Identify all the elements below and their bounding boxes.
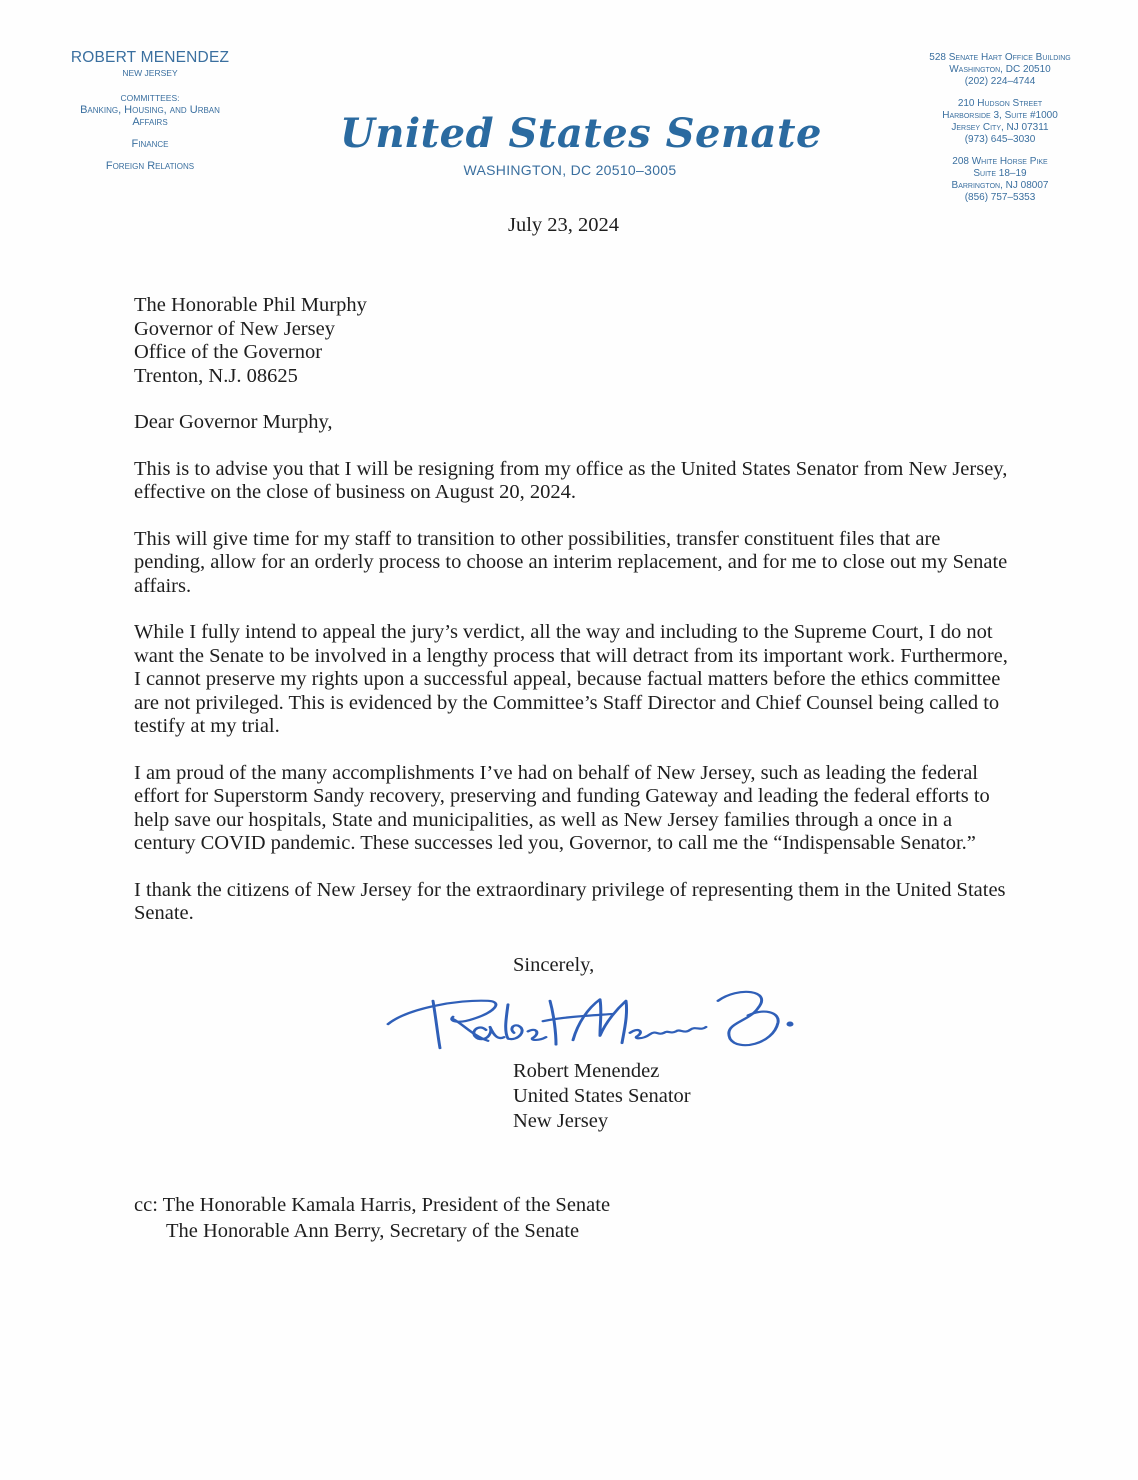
senator-state: NEW JERSEY xyxy=(122,68,178,78)
paragraph: While I fully intend to appeal the jury’s verdict, all the way and including to the Supreme Court, I do not want the Senate to be involved in a lengthy process that will detract from its important work. Furthermore, I cannot preserve my rights upon a successful appeal, because factual matters before the ethics committee are not privileged. This is evidenced by the Committee’s Staff Director and Chief Counsel being called to testify at my trial. xyxy=(134,621,1008,737)
closing: Sincerely, xyxy=(513,953,595,976)
office-line: Harborside 3, Suite #1000 xyxy=(942,110,1058,121)
office-barrington xyxy=(885,156,1115,204)
office-phone: (856) 757–5353 xyxy=(964,192,1036,203)
committee-item: Foreign Relations xyxy=(105,160,195,172)
office-phone: (202) 224–4744 xyxy=(964,76,1036,87)
cc-block xyxy=(134,1192,1038,1244)
recipient-line: Governor of New Jersey xyxy=(134,317,335,340)
letter-body xyxy=(0,250,1138,1284)
paragraph: I am proud of the many accomplishments I’ve had on behalf of New Jersey, such as leading the federal effort for Superstorm Sandy recovery, preserving and funding Gateway and leading the federal efforts to help save our hospitals, State and municipalities, as well as New Jersey families through a once in a century COVID pandemic. These successes led you, Governor, to call me the “Indispensable Senator.” xyxy=(134,761,990,854)
office-line: Jersey City, NJ 07311 xyxy=(951,122,1049,133)
recipient-line: The Honorable Phil Murphy xyxy=(134,294,367,316)
paragraph: This will give time for my staff to transition to other possibilities, transfer constituent files that are pending, allow for an orderly process to choose an interim replacement, and for me to close out my Senate affairs. xyxy=(134,527,1008,597)
letterhead-left xyxy=(30,48,270,172)
committees-label: COMMITTEES: xyxy=(120,93,180,103)
recipient-address xyxy=(134,294,1038,388)
office-phone: (973) 645–3030 xyxy=(964,134,1036,145)
senator-name: ROBERT MENENDEZ xyxy=(70,49,230,66)
committee-item: Affairs xyxy=(132,116,168,128)
letterhead xyxy=(0,0,1138,250)
signer-state: New Jersey xyxy=(513,1110,609,1132)
office-line: Suite 18–19 xyxy=(973,168,1027,179)
office-line: 208 White Horse Pike xyxy=(952,156,1048,167)
paragraph: This is to advise you that I will be resigning from my office as the United States Senator from New Jersey, effective on the close of business on August 20, 2024. xyxy=(134,457,1008,503)
office-line: 528 Senate Hart Office Building xyxy=(929,52,1071,63)
cc-line: The Honorable Ann Berry, Secretary of the Senate xyxy=(166,1220,580,1242)
letterhead-right xyxy=(885,52,1115,214)
committee-item: Banking, Housing, and Urban xyxy=(80,104,220,116)
signer-title: United States Senator xyxy=(513,1085,691,1107)
recipient-line: Office of the Governor xyxy=(134,341,323,363)
paragraph: I thank the citizens of New Jersey for the extraordinary privilege of representing them in the United States Senate. xyxy=(134,878,1006,924)
office-line: 210 Hudson Street xyxy=(957,98,1043,109)
letter-date: July 23, 2024 xyxy=(508,214,620,236)
senate-address: WASHINGTON, DC 20510–3005 xyxy=(463,162,677,178)
office-line: Washington, DC 20510 xyxy=(949,64,1051,75)
signature-block xyxy=(513,954,1038,1135)
signer-block xyxy=(513,1059,1038,1134)
handwritten-signature xyxy=(378,979,798,1059)
signer-name: Robert Menendez xyxy=(513,1060,660,1082)
committee-item: Finance xyxy=(131,138,169,150)
office-line: Barrington, NJ 08007 xyxy=(951,180,1049,191)
cc-line: cc: The Honorable Kamala Harris, President of the Senate xyxy=(134,1194,611,1216)
letterhead-center xyxy=(340,110,822,178)
recipient-line: Trenton, N.J. 08625 xyxy=(134,364,298,387)
office-jersey-city xyxy=(885,98,1115,146)
office-dc xyxy=(885,52,1115,88)
salutation: Dear Governor Murphy, xyxy=(134,411,333,433)
senate-title: United States Senate xyxy=(340,110,822,157)
